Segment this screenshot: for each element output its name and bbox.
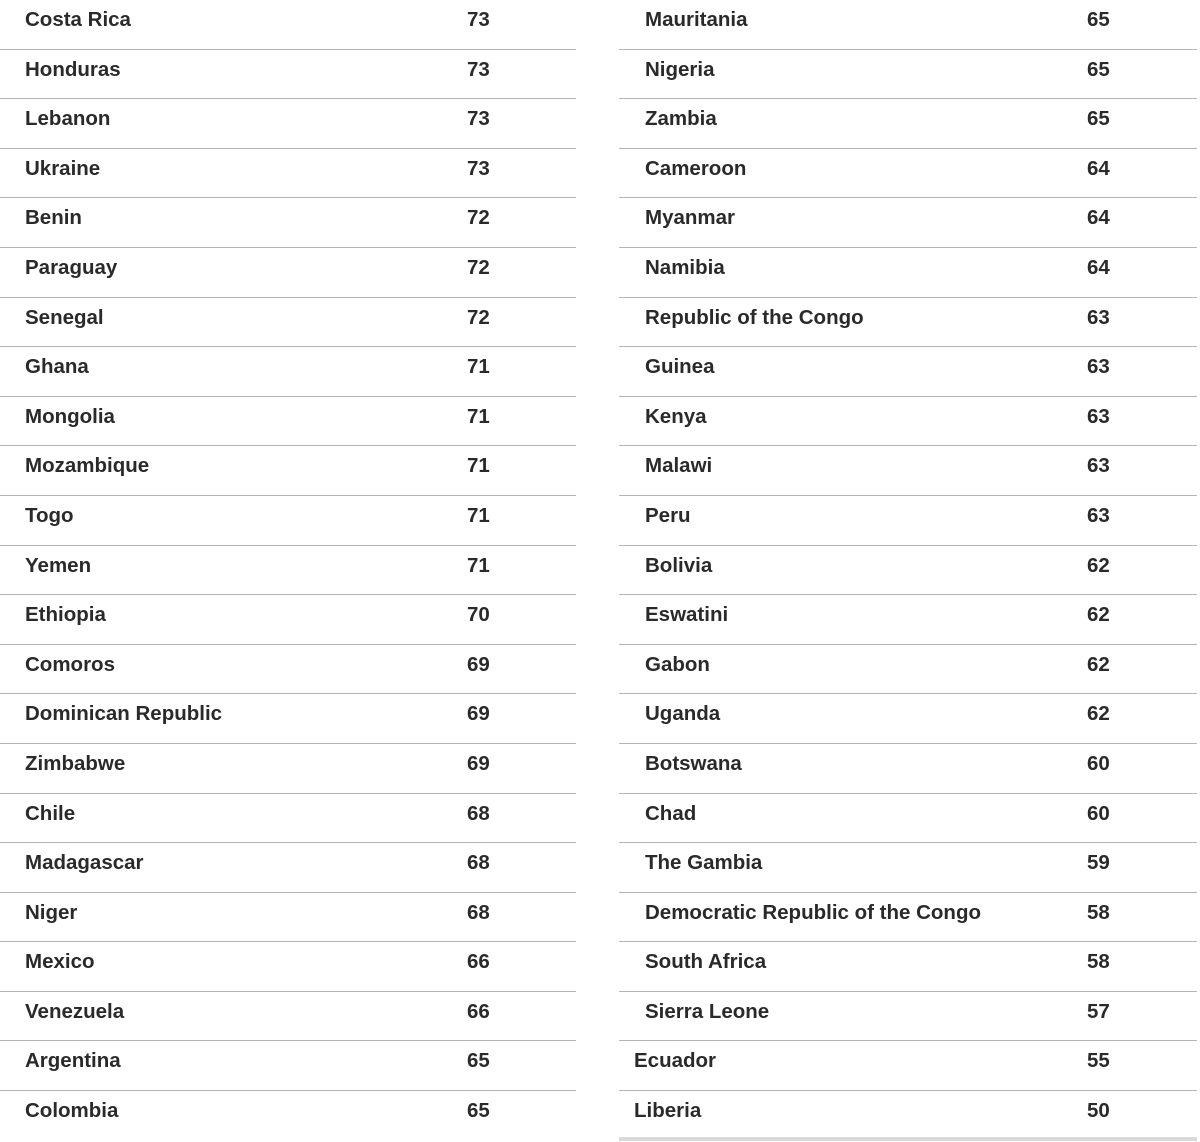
- table-row: [0, 0, 576, 50]
- country-score: 69: [467, 702, 490, 726]
- country-score: 65: [467, 1049, 490, 1073]
- table-row: [619, 50, 1197, 100]
- table-row: [0, 546, 576, 596]
- country-score: 62: [1087, 702, 1110, 726]
- country-name: Comoros: [25, 652, 115, 676]
- country-name: Paraguay: [25, 255, 118, 279]
- left-country-table: [0, 0, 576, 1140]
- table-row: [619, 893, 1197, 943]
- country-score: 73: [467, 107, 490, 131]
- country-score: 64: [1087, 206, 1110, 230]
- country-name: Chad: [645, 801, 697, 825]
- country-score: 71: [467, 454, 490, 478]
- country-name: Benin: [25, 206, 82, 230]
- country-name: Namibia: [645, 255, 725, 279]
- country-score: 71: [467, 503, 490, 527]
- country-score: 60: [1087, 751, 1110, 775]
- country-score: 73: [467, 156, 490, 180]
- country-name: Zambia: [645, 107, 717, 131]
- country-name: Liberia: [634, 1099, 702, 1123]
- table-row: [619, 546, 1197, 596]
- country-name: Madagascar: [25, 851, 144, 875]
- country-score: 57: [1087, 999, 1110, 1023]
- table-row: [619, 694, 1197, 744]
- right-country-table: [619, 0, 1197, 1140]
- country-name: Argentina: [25, 1049, 121, 1073]
- country-name: Mauritania: [645, 8, 748, 31]
- country-name: Honduras: [25, 57, 121, 81]
- table-row: [0, 843, 576, 893]
- country-name: Myanmar: [645, 206, 736, 230]
- table-row: [0, 893, 576, 943]
- table-row: [619, 744, 1197, 794]
- country-score: 63: [1087, 454, 1110, 478]
- country-score: 71: [467, 355, 490, 379]
- country-score: 58: [1087, 950, 1110, 974]
- table-row: [0, 942, 576, 992]
- country-name: Nigeria: [645, 57, 715, 81]
- table-row: [619, 992, 1197, 1042]
- country-name: Colombia: [25, 1099, 119, 1123]
- country-score: 65: [467, 1099, 490, 1123]
- country-score: 66: [467, 999, 490, 1023]
- country-name: Chile: [25, 801, 76, 825]
- country-name: Dominican Republic: [25, 702, 223, 726]
- country-score: 66: [467, 950, 490, 974]
- country-name: Mexico: [25, 950, 95, 974]
- country-name: Costa Rica: [25, 8, 131, 31]
- table-row: [619, 298, 1197, 348]
- country-score: 58: [1087, 900, 1110, 924]
- country-score: 68: [467, 851, 490, 875]
- country-name: Bolivia: [645, 553, 713, 577]
- country-score: 68: [467, 900, 490, 924]
- country-name: Gabon: [645, 652, 710, 676]
- country-name: Guinea: [645, 355, 715, 379]
- table-row: [0, 50, 576, 100]
- country-name: Malawi: [645, 454, 713, 478]
- table-row: [0, 99, 576, 149]
- table-row: [619, 843, 1197, 893]
- country-score: 64: [1087, 255, 1110, 279]
- country-score: 63: [1087, 305, 1110, 329]
- table-row: [619, 1041, 1197, 1091]
- country-score: 62: [1087, 652, 1110, 676]
- country-name: Cameroon: [645, 156, 747, 180]
- table-row: [0, 496, 576, 546]
- table-row: [619, 645, 1197, 695]
- country-score: 71: [467, 553, 490, 577]
- country-name: Niger: [25, 900, 78, 924]
- country-score: 50: [1087, 1099, 1110, 1123]
- country-name: Eswatini: [645, 603, 729, 627]
- country-score: 62: [1087, 603, 1110, 627]
- table-row: [0, 198, 576, 248]
- country-score: 72: [467, 206, 490, 230]
- table-row: [619, 794, 1197, 844]
- country-score: 68: [467, 801, 490, 825]
- table-row: [619, 496, 1197, 546]
- table-row: [0, 1091, 576, 1140]
- country-score: 65: [1087, 57, 1110, 81]
- table-row: [619, 0, 1197, 50]
- table-row: [619, 347, 1197, 397]
- table-row: [619, 397, 1197, 447]
- table-row: [619, 1091, 1197, 1140]
- country-name: Peru: [645, 503, 691, 527]
- table-row: [0, 645, 576, 695]
- country-score: 60: [1087, 801, 1110, 825]
- table-row: [0, 149, 576, 199]
- country-score: 72: [467, 305, 490, 329]
- table-bottom-rule: [619, 1137, 1197, 1141]
- table-row: [0, 1041, 576, 1091]
- table-row: [619, 198, 1197, 248]
- country-name: Venezuela: [25, 999, 125, 1023]
- country-score: 69: [467, 751, 490, 775]
- table-row: [619, 248, 1197, 298]
- table-row: [0, 992, 576, 1042]
- country-score: 63: [1087, 503, 1110, 527]
- table-row: [0, 397, 576, 447]
- country-score: 73: [467, 57, 490, 81]
- country-score: 63: [1087, 355, 1110, 379]
- country-name: Ethiopia: [25, 603, 106, 627]
- country-score: 63: [1087, 404, 1110, 428]
- country-name: Ghana: [25, 355, 89, 379]
- country-name: Uganda: [645, 702, 721, 726]
- country-name: Republic of the Congo: [645, 305, 864, 329]
- country-score: 70: [467, 603, 490, 627]
- country-score: 73: [467, 8, 490, 31]
- table-row: [0, 595, 576, 645]
- country-score: 69: [467, 652, 490, 676]
- table-row: [0, 694, 576, 744]
- table-row: [619, 149, 1197, 199]
- country-name: Ukraine: [25, 156, 101, 180]
- country-name: Yemen: [25, 553, 92, 577]
- country-name: Sierra Leone: [645, 999, 770, 1023]
- country-score: 59: [1087, 851, 1110, 875]
- country-name: Mongolia: [25, 404, 115, 428]
- table-row: [0, 298, 576, 348]
- table-row: [0, 744, 576, 794]
- table-row: [619, 446, 1197, 496]
- country-name: Senegal: [25, 305, 104, 329]
- table-row: [619, 99, 1197, 149]
- country-name: Zimbabwe: [25, 751, 126, 775]
- table-row: [0, 446, 576, 496]
- country-score: 65: [1087, 8, 1110, 31]
- country-name: Democratic Republic of the Congo: [645, 900, 981, 924]
- country-score: 64: [1087, 156, 1110, 180]
- country-score: 55: [1087, 1049, 1110, 1073]
- country-score: 65: [1087, 107, 1110, 131]
- country-name: Lebanon: [25, 107, 111, 131]
- table-row: [0, 347, 576, 397]
- table-row: [619, 942, 1197, 992]
- country-name: Togo: [25, 503, 74, 527]
- country-name: The Gambia: [645, 851, 763, 875]
- country-name: South Africa: [645, 950, 767, 974]
- country-name: Kenya: [645, 404, 707, 428]
- country-score: 72: [467, 255, 490, 279]
- country-score: 62: [1087, 553, 1110, 577]
- table-row: [619, 595, 1197, 645]
- table-row: [0, 248, 576, 298]
- country-name: Ecuador: [634, 1049, 717, 1073]
- table-row: [0, 794, 576, 844]
- country-name: Botswana: [645, 751, 742, 775]
- country-name: Mozambique: [25, 454, 150, 478]
- country-score: 71: [467, 404, 490, 428]
